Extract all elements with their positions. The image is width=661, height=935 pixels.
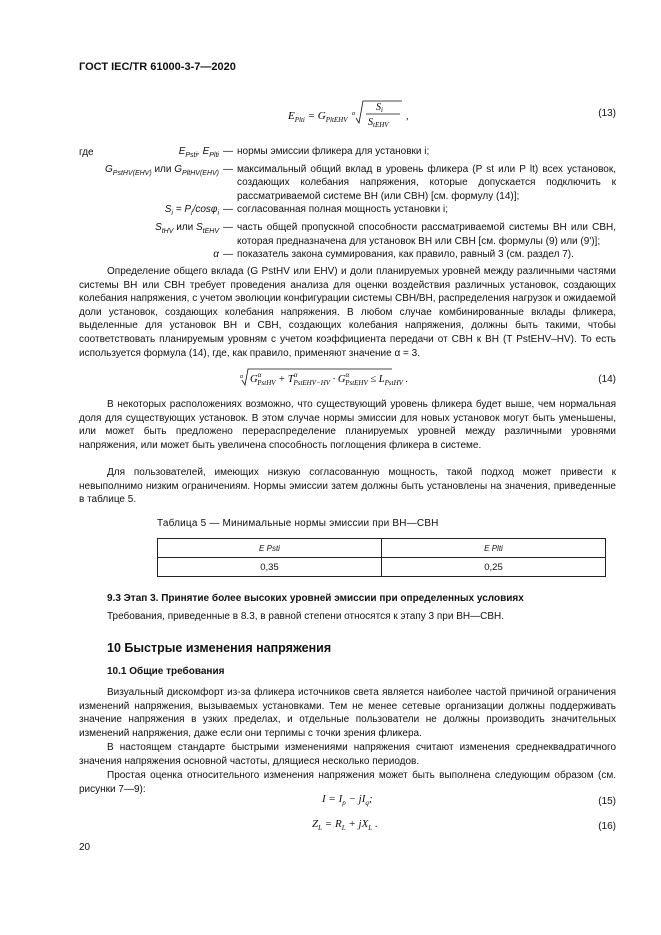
section-10-title: 10 Быстрые изменения напряжения: [107, 641, 332, 655]
definition-symbol: $S_i = P_i/\cos\varphi_i$: [164, 204, 219, 218]
svg-text:Si: $S_i$: [376, 102, 383, 114]
page-number: 20: [79, 842, 91, 853]
equation-15: $I = I_p - jI_q$;: [322, 793, 373, 808]
paragraph: Определение общего вклада (G PstHV или EHV) и доли планируемых уровней между различными частями системы ВН или СВН требует проведения анализа для оценки воздействия различных установок, создающих колебания напряжения, с учетом эволюции конфигурации системы СВН/ВН, распределения нагрузок и ожидаемой доли установок, создающих колебания напряжения. В любом случае комбинированные вклады фликера, выделенные для установок ВН и СВН, создающих колебания напряжения, должны быть такими, чтобы соответствовать планируемым уровням с учетом коэффициента передачи от СВН к ВН (T PstEHV–HV). То есть используется формула (14), где, как правило, применяют значение α = 3.: [79, 266, 616, 359]
table-row: [158, 539, 606, 558]
svg-text:α: α: [352, 111, 356, 117]
svg-text:StEHV: $S_{tEHV}$: [368, 117, 389, 129]
where-label: где: [79, 147, 94, 158]
equation-14: [240, 366, 480, 390]
paragraph: Визуальный дискомфорт из-за фликера источников света является наиболее частой причиной ограничения изменений напряжения, вызываемых установками. Тем не менее сетевые организации должны поддерживать значение напряжения в узких пределах, и отдельные пользователи не должны производить значительных изменений напряжения, даже если они терпимы с точки зрения фликера.: [79, 687, 616, 739]
paragraph: Для пользователей, имеющих низкую согласованную мощность, такой подход может привести к невыполнимо низким ограничениям. Нормы эмиссии затем должны быть установлены на значения, приведенные в таблице 5.: [79, 467, 616, 506]
header-label: E Plti: [484, 543, 503, 553]
equation-16-number: (16): [598, 821, 616, 832]
paragraph: Простая оценка относительного изменения напряжения может быть выполнена следующим образом (см. рисунки 7—9):: [79, 770, 616, 795]
equation-13-number: (13): [598, 108, 616, 119]
definition-symbol: $S_{tHV}$ или $S_{tEHV}$: [155, 221, 219, 235]
definition-symbol: α: [213, 249, 219, 261]
definition-text: нормы эмиссии фликера для установки i;: [237, 146, 430, 157]
equation-16: $Z_L = R_L + jX_L$ .: [312, 818, 378, 833]
definition-text: согласованная полная мощность установки i;: [237, 204, 448, 216]
definition-symbol: $E_{Psti}$, $E_{Plti}$: [178, 146, 219, 159]
definition-text: показатель закона суммирования, как правило, равный 3 (см. раздел 7).: [237, 249, 574, 261]
definition-row: $S_{tHV}$ или $S_{tEHV}$ — часть общей пропускной способности рассматриваемой системы ВН или СВН, которая предназначена для установок ВН или СВН [см. формулы (9) или (9')];: [79, 221, 616, 248]
definition-row: α — показатель закона суммирования, как правило, равный 3 (см. раздел 7).: [79, 248, 616, 262]
svg-text:EPlti = GPltEHV: $E_{Plti} = G_{PltEHV}$: [288, 110, 348, 124]
header-label: E Psti: [259, 543, 280, 553]
definition-text: часть общей пропускной способности рассматриваемой системы ВН или СВН, которая предназначена для установок ВН или СВН [см. формулы (9) или (9')];: [237, 221, 616, 247]
equation-15-number: (15): [598, 796, 616, 807]
paragraph: В настоящем стандарте быстрыми изменениями напряжения считают изменения среднеквадратичного значения напряжения основной частоты, длящиеся несколько периодов.: [79, 742, 616, 767]
section-10-1-title: 10.1 Общие требования: [107, 666, 225, 677]
table-header-cell: [158, 539, 382, 558]
definition-symbol: $G_{PstHV(EHV)}$ или $G_{PltHV(EHV)}$: [105, 163, 219, 177]
definition-row: $G_{PstHV(EHV)}$ или $G_{PltHV(EHV)}$ — максимальный общий вклад в уровень фликера (P st или P lt) всех установок, создающих колебания напряжения, которые допускается подключить к рассматриваемой системе ВН (или СВН) [см. формулу (14)];: [79, 163, 616, 204]
paragraph: В некоторых расположениях возможно, что существующий уровень фликера будет выше, чем нормальная доля для существующих установок. В этом случае нормы эмиссии для новых установок могут быть уменьшены, или может быть предложено перераспределение планируемых уровней между различными уровнями напряжения, или может быть увеличена способность поглощения фликера в системе.: [79, 399, 616, 451]
document-header: ГОСТ IEC/TR 61000-3-7—2020: [79, 61, 236, 73]
svg-text:α: α: [240, 374, 244, 380]
definition-list: [79, 145, 616, 262]
definition-row: $S_i = P_i/\cos\varphi_i$ — согласованная полная мощность установки i;: [79, 203, 616, 221]
svg-text:,: ,: [406, 111, 409, 122]
definition-row: $E_{Psti}$, $E_{Plti}$ — нормы эмиссии фликера для установки i;: [79, 145, 616, 163]
paragraph: Требования, приведенные в 8.3, в равной степени относятся к этапу 3 при ВН—СВН.: [107, 611, 504, 622]
definition-text: максимальный общий вклад в уровень фликера (P st или P lt) всех установок, создающих колебания напряжения, которые допускается подключить к рассматриваемой системе ВН (или СВН) [см. формулу (14)];: [237, 163, 616, 202]
table-header-cell: [382, 539, 606, 558]
table-row: [158, 558, 606, 577]
table-cell: 0,25: [382, 558, 606, 577]
svg-text:GαPstHV + TαPstEHV−HV · GαPstE: $G^\alpha$ PstHV + $T^\alpha$ PstEHV−HV · $G^\alpha$ PstEHV ≤ $L_{PstHV}$ .: [250, 371, 409, 387]
section-9-3-title: 9.3 Этап 3. Принятие более высоких уровней эмиссии при определенных условиях: [107, 593, 524, 604]
equation-13: [288, 98, 488, 132]
emission-table: [157, 538, 606, 577]
table-cell: 0,35: [158, 558, 382, 577]
equation-14-number: (14): [598, 374, 616, 385]
table-caption: Таблица 5 — Минимальные нормы эмиссии при ВН—СВН: [157, 518, 439, 529]
